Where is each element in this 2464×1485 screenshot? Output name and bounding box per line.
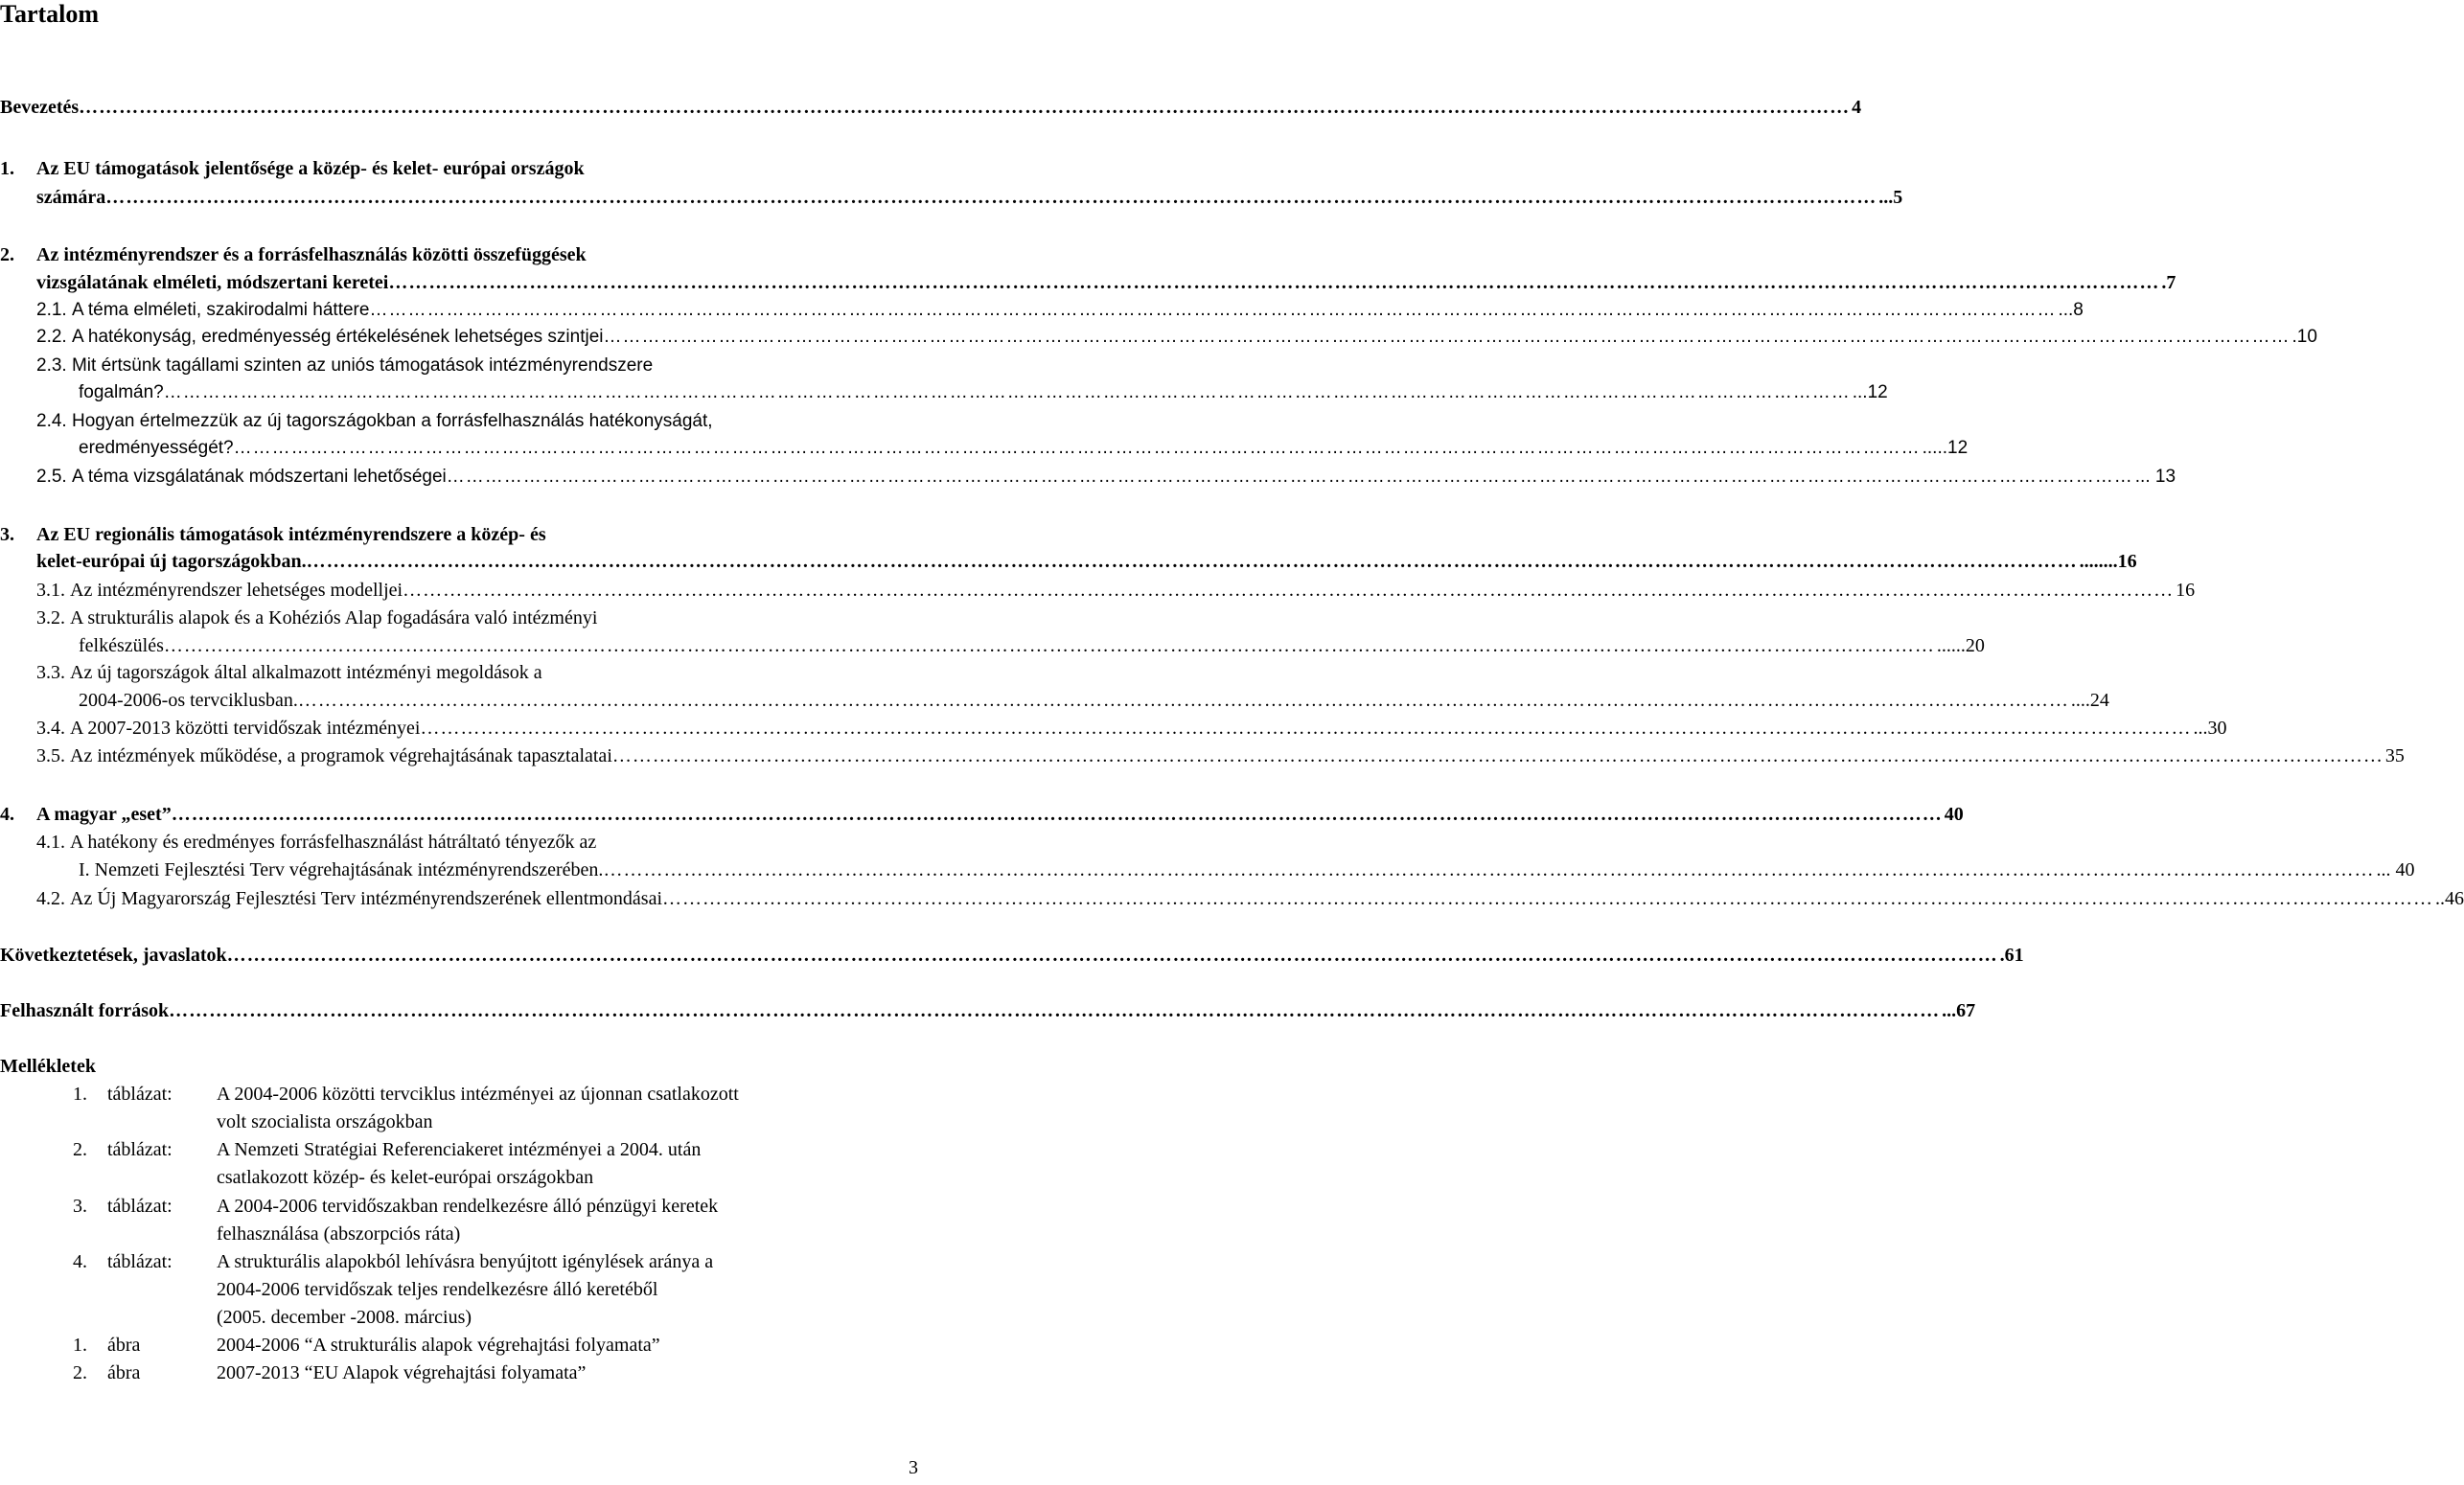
toc-page: ... 13 <box>2134 467 2176 487</box>
toc-page: .....12 <box>1922 438 1969 458</box>
appendix-kind: táblázat: <box>107 1139 173 1160</box>
appendix-kind: ábra <box>107 1335 141 1356</box>
appendix-num: 2. <box>73 1139 87 1160</box>
toc-num: 2.2. <box>36 327 67 347</box>
appendix-text: 2007-2013 “EU Alapok végrehajtási folyamata” <box>217 1362 587 1383</box>
toc-label: Az EU támogatások jelentősége a közép- és kelet- európai országok <box>36 158 585 179</box>
toc-num: 3. <box>0 524 14 545</box>
toc-label: Az EU regionális támogatások intézményrendszere a közép- és <box>36 524 546 545</box>
appendix-num: 4. <box>73 1251 87 1272</box>
toc-entry-2-5[interactable] <box>36 466 2176 489</box>
toc-page: ....24 <box>2070 690 2109 711</box>
toc-label: A téma elméleti, szakirodalmi háttere <box>71 300 370 320</box>
appendix-text: A strukturális alapokból lehívásra benyújtott igénylések aránya a <box>217 1251 714 1272</box>
appendix-num: 3. <box>73 1196 87 1217</box>
toc-entry-sources[interactable] <box>0 999 1976 1022</box>
appendix-kind: táblázat: <box>107 1251 173 1272</box>
appendix-text: 2004-2006 “A strukturális alapok végrehajtási folyamata” <box>217 1335 660 1356</box>
appendix-text: (2005. december -2008. március) <box>217 1307 472 1328</box>
toc-label: fogalmán? <box>79 382 164 402</box>
toc-num: 3.2. <box>36 607 65 628</box>
appendix-text: csatlakozott közép- és kelet-európai országokban <box>217 1167 594 1188</box>
toc-page: ...67 <box>1942 1000 1976 1021</box>
appendix-num: 1. <box>73 1335 87 1356</box>
toc-label: Az intézményrendszer lehetséges modelljei <box>70 580 403 601</box>
toc-page: .61 <box>1999 945 2024 966</box>
toc-label: Az új tagországok által alkalmazott intézményi megoldások a <box>70 662 542 683</box>
toc-label: 2004-2006-os tervciklusban. <box>79 690 298 711</box>
toc-label: Hogyan értelmezzük az új tagországokban a forrásfelhasználás hatékonyságát, <box>71 411 713 431</box>
appendix-kind: ábra <box>107 1362 141 1383</box>
appendix-heading: Mellékletek <box>0 1056 96 1077</box>
toc-page: .10 <box>2291 327 2317 347</box>
appendix-text: A Nemzeti Stratégiai Referenciakeret intézményei a 2004. után <box>217 1139 702 1160</box>
appendix-text: felhasználása (abszorpciós ráta) <box>217 1223 461 1245</box>
toc-num: 3.4. <box>36 718 65 739</box>
toc-num: 3.3. <box>36 662 65 683</box>
appendix-text: A 2004-2006 közötti tervciklus intézményei az újonnan csatlakozott <box>217 1084 739 1105</box>
appendix-kind: táblázat: <box>107 1196 173 1217</box>
toc-label: A 2007-2013 közötti tervidőszak intézményei <box>70 718 421 739</box>
toc-page: .7 <box>2161 272 2176 293</box>
toc-num: 3.1. <box>36 580 65 601</box>
toc-page: 40 <box>1944 804 1964 825</box>
toc-entry-conclusions[interactable] <box>0 944 2024 967</box>
toc-label: A hatékony és eredményes forrásfelhasználást hátráltató tényezők az <box>70 832 597 853</box>
toc-num: 4.2. <box>36 888 65 909</box>
toc-num: 2.1. <box>36 300 67 320</box>
appendix-kind: táblázat: <box>107 1084 173 1105</box>
toc-label: Mit értsünk tagállami szinten az uniós támogatások intézményrendszere <box>71 355 654 376</box>
toc-entry-2-2[interactable] <box>36 326 2317 349</box>
toc-page: ...30 <box>2193 718 2227 739</box>
toc-label: I. Nemzeti Fejlesztési Terv végrehajtásának intézményrendszerében. <box>79 859 604 880</box>
toc-page: 4 <box>1852 97 1862 118</box>
toc-label: Az Új Magyarország Fejlesztési Terv intézményrendszerének ellentmondásai <box>70 888 662 909</box>
appendix-num: 1. <box>73 1084 87 1105</box>
toc-num: 2.5. <box>36 467 67 487</box>
toc-label: vizsgálatának elméleti, módszertani keretei <box>36 272 389 293</box>
toc-label: Bevezetés <box>0 97 80 118</box>
page-number: 3 <box>909 1457 918 1478</box>
toc-entry-3-4[interactable] <box>36 717 2227 740</box>
toc-num: 1. <box>0 158 14 179</box>
appendix-num: 2. <box>73 1362 87 1383</box>
toc-label: kelet-európai új tagországokban. <box>36 551 307 572</box>
toc-page: 16 <box>2176 580 2196 601</box>
toc-label: A téma vizsgálatának módszertani lehetőségei <box>71 467 447 487</box>
toc-page: ...8 <box>2058 300 2084 320</box>
toc-entry-4-2[interactable] <box>36 887 2464 910</box>
appendix-text: 2004-2006 tervidőszak teljes rendelkezésre álló keretéből <box>217 1279 658 1300</box>
toc-num: 4.1. <box>36 832 65 853</box>
toc-page: ..46 <box>2435 888 2464 909</box>
toc-entry-intro[interactable] <box>0 96 1862 119</box>
toc-page: ... 40 <box>2376 859 2415 880</box>
toc-page: ...5 <box>1878 187 1903 208</box>
toc-entry-2-1[interactable] <box>36 299 2084 322</box>
toc-label: Következtetések, javaslatok <box>0 945 227 966</box>
toc-label: A magyar „eset” <box>36 804 172 825</box>
toc-label: eredményességét? <box>79 438 234 458</box>
toc-label: Az intézményrendszer és a forrásfelhasználás közötti összefüggések <box>36 244 587 265</box>
toc-label: A hatékonyság, eredményesség értékelésének lehetséges szintjei <box>71 327 604 347</box>
appendix-text: A 2004-2006 tervidőszakban rendelkezésre álló pénzügyi keretek <box>217 1196 719 1217</box>
toc-label: számára <box>36 187 106 208</box>
toc-num: 2. <box>0 244 14 265</box>
toc-page: ......20 <box>1936 635 1985 656</box>
toc-page: 35 <box>2384 745 2405 766</box>
toc-num: 4. <box>0 804 14 825</box>
toc-entry-3-1[interactable] <box>36 579 2196 602</box>
toc-label: felkészülés <box>79 635 164 656</box>
appendix-text: volt szocialista országokban <box>217 1111 433 1132</box>
toc-label: A strukturális alapok és a Kohéziós Alap fogadására való intézményi <box>70 607 598 628</box>
toc-num: 3.5. <box>36 745 65 766</box>
toc-num: 2.4. <box>36 411 67 431</box>
toc-entry-3-5[interactable] <box>36 744 2405 767</box>
toc-label: Az intézmények működése, a programok végrehajtásának tapasztalatai <box>70 745 612 766</box>
toc-label: Felhasznált források <box>0 1000 170 1021</box>
toc-page: ...12 <box>1852 382 1888 402</box>
toc-page: ........16 <box>2079 551 2137 572</box>
toc-num: 2.3. <box>36 355 67 376</box>
page-title: Tartalom <box>0 0 100 28</box>
